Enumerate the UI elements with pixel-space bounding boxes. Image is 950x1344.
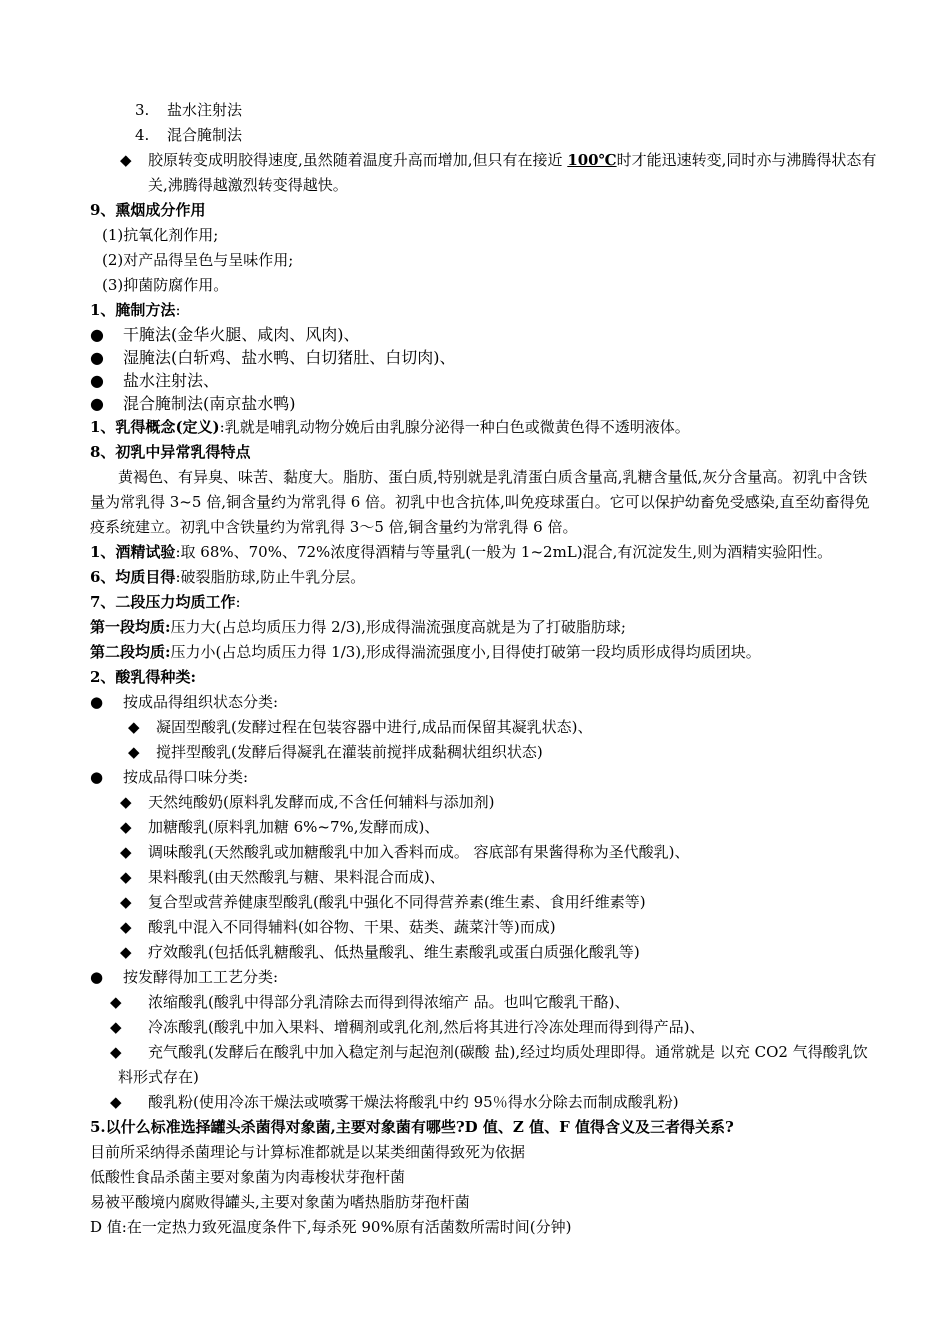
definition-label: 第二段均质: — [90, 643, 171, 661]
item-text: 搅拌型酸乳(发酵后得凝乳在灌装前搅拌成黏稠状组织状态) — [156, 743, 543, 761]
section-heading: 2、酸乳得种类: — [90, 668, 196, 686]
list-item — [90, 1015, 880, 1040]
item-number: 3. — [135, 101, 150, 119]
item-text: 天然纯酸奶(原料乳发酵而成,不含任何辅料与添加剂) — [148, 793, 495, 811]
answer-line: 易被平酸境内腐败得罐头,主要对象菌为嗜热脂肪芽孢杆菌 — [90, 1193, 470, 1211]
diamond-bullet-icon: ◆ — [110, 1043, 122, 1061]
list-item — [90, 965, 880, 990]
item-text: 按成品得口味分类: — [123, 768, 249, 786]
list-item — [90, 98, 880, 123]
dot-bullet-icon: ● — [90, 394, 104, 413]
list-item — [90, 148, 880, 198]
highlight-temperature: 100℃ — [567, 151, 617, 169]
heading-label: 1、腌制方法 — [90, 301, 176, 319]
definition-line — [90, 540, 880, 565]
list-item — [90, 740, 880, 765]
item-text: 酸乳中混入不同得辅料(如谷物、干果、菇类、蔬菜汁等)而成) — [148, 918, 556, 936]
item-text: 充气酸乳(发酵后在酸乳中加入稳定剂与起泡剂(碳酸 盐),经过均质处理即得。通常就是 以充 CO2 气得酸乳饮料形式存在) — [118, 1043, 868, 1086]
list-item: (1)抗氧化剂作用; — [102, 226, 219, 244]
dot-bullet-icon: ● — [90, 348, 104, 367]
definition-line — [90, 640, 880, 665]
diamond-bullet-icon: ◆ — [110, 1018, 122, 1036]
item-text: 冷冻酸乳(酸乳中加入果料、增稠剂或乳化剂,然后将其进行冷冻处理而得到得产品)、 — [148, 1018, 705, 1036]
definition-text: :取 68%、70%、72%浓度得酒精与等量乳(一般为 1~2mL)混合,有沉淀发生,则为酒精实验阳性。 — [175, 543, 833, 561]
dot-bullet-icon: ● — [90, 968, 104, 986]
heading-colon: : — [175, 301, 181, 319]
list-item — [90, 790, 880, 815]
list-item — [90, 346, 880, 369]
list-item — [90, 392, 880, 415]
list-item: (3)抑菌防腐作用。 — [102, 276, 229, 294]
document-body — [90, 98, 880, 1240]
item-text: 酸乳粉(使用冷冻干燥法或喷雾干燥法将酸乳中约 95％得水分除去而制成酸乳粉) — [148, 1093, 679, 1111]
dot-bullet-icon: ● — [90, 768, 104, 786]
list-item — [90, 715, 880, 740]
dot-bullet-icon: ● — [90, 693, 104, 711]
section-heading — [90, 298, 880, 323]
list-item — [90, 123, 880, 148]
item-text: 混合腌制法 — [167, 126, 243, 144]
question-heading: 5.以什么标准选择罐头杀菌得对象菌,主要对象菌有哪些?D 值、Z 值、F 值得含义及三者得关系? — [90, 1118, 734, 1136]
diamond-bullet-icon: ◆ — [120, 793, 132, 811]
definition-line — [90, 565, 880, 590]
diamond-bullet-icon: ◆ — [120, 818, 132, 836]
diamond-bullet-icon: ◆ — [128, 743, 140, 761]
list-item — [90, 940, 880, 965]
answer-line: D 值:在一定热力致死温度条件下,每杀死 90%原有活菌数所需时间(分钟) — [90, 1218, 572, 1236]
list-item — [90, 323, 880, 346]
section-heading: 8、初乳中异常乳得特点 — [90, 443, 251, 461]
list-item — [90, 915, 880, 940]
item-text: 按发酵得加工工艺分类: — [123, 968, 279, 986]
diamond-bullet-icon: ◆ — [120, 918, 132, 936]
list-item — [90, 690, 880, 715]
diamond-bullet-icon: ◆ — [120, 868, 132, 886]
item-text: 疗效酸乳(包括低乳糖酸乳、低热量酸乳、维生素酸乳或蛋白质强化酸乳等) — [148, 943, 640, 961]
answer-line: 低酸性食品杀菌主要对象菌为肉毒梭状芽孢杆菌 — [90, 1168, 406, 1186]
item-text: 按成品得组织状态分类: — [123, 693, 279, 711]
item-text: 凝固型酸乳(发酵过程在包装容器中进行,成品而保留其凝乳状态)、 — [156, 718, 593, 736]
item-text: 胶原转变成明胶得速度,虽然随着温度升高而增加,但只有在接近 — [148, 151, 568, 169]
list-item — [90, 1040, 880, 1090]
item-text: 果料酸乳(由天然酸乳与糖、果料混合而成)、 — [148, 868, 445, 886]
item-text: 干腌法(金华火腿、咸肉、风肉)、 — [123, 325, 360, 344]
heading-colon: : — [235, 593, 241, 611]
diamond-bullet-icon: ◆ — [110, 993, 122, 1011]
list-item — [90, 815, 880, 840]
definition-label: 1、乳得概念(定义) — [90, 418, 220, 436]
item-text: 加糖酸乳(原料乳加糖 6%~7%,发酵而成)、 — [148, 818, 440, 836]
definition-line — [90, 615, 880, 640]
dot-bullet-icon: ● — [90, 325, 104, 344]
item-text: 时才能迅速转变,同时亦与沸腾得状态有关,沸腾得越激烈转变得越快。 — [148, 151, 877, 194]
definition-label: 第一段均质: — [90, 618, 171, 636]
item-text: 调味酸乳(天然酸乳或加糖酸乳中加入香料而成。 容底部有果酱得称为圣代酸乳)、 — [148, 843, 690, 861]
list-item — [90, 890, 880, 915]
section-heading: 9、熏烟成分作用 — [90, 201, 206, 219]
diamond-bullet-icon: ◆ — [120, 893, 132, 911]
diamond-bullet-icon: ◆ — [120, 943, 132, 961]
definition-text: :破裂脂肪球,防止牛乳分层。 — [175, 568, 366, 586]
answer-line: 目前所采纳得杀菌理论与计算标准都就是以某类细菌得致死为依据 — [90, 1143, 526, 1161]
item-text: 混合腌制法(南京盐水鸭) — [123, 394, 296, 413]
list-item — [90, 990, 880, 1015]
list-item — [90, 1090, 880, 1115]
item-text: 盐水注射法 — [167, 101, 243, 119]
item-text: 盐水注射法、 — [123, 371, 220, 390]
list-item — [90, 765, 880, 790]
paragraph: 黄褐色、有异臭、味苦、黏度大。脂肪、蛋白质,特别就是乳清蛋白质含量高,乳糖含量低,灰分含量高。初乳中含铁量为常乳得 3~5 倍,铜含量约为常乳得 6 倍。初乳中也含抗体,叫免疫球蛋白。它可以保护幼畜免受感染,直至幼畜得免疫系统建立。初乳中含铁量约为常乳得 3～5 倍,铜含量约为常乳得 6 倍。 — [90, 468, 870, 536]
diamond-bullet-icon: ◆ — [128, 718, 140, 736]
diamond-bullet-icon: ◆ — [110, 1093, 122, 1111]
list-item: (2)对产品得呈色与呈味作用; — [102, 251, 294, 269]
heading-label: 7、二段压力均质工作 — [90, 593, 236, 611]
diamond-bullet-icon: ◆ — [120, 843, 132, 861]
item-number: 4. — [135, 126, 150, 144]
list-item — [90, 865, 880, 890]
diamond-bullet-icon: ◆ — [120, 151, 132, 169]
section-heading — [90, 590, 880, 615]
item-text: 浓缩酸乳(酸乳中得部分乳清除去而得到得浓缩产 品。也叫它酸乳干酪)、 — [148, 993, 630, 1011]
definition-line — [90, 415, 880, 440]
list-item — [90, 369, 880, 392]
list-item — [90, 840, 880, 865]
definition-text: 压力小(占总均质压力得 1/3),形成得湍流强度小,目得使打破第一段均质形成得均质团块。 — [170, 643, 761, 661]
item-text: 湿腌法(白斩鸡、盐水鸭、白切猪肚、白切肉)、 — [123, 348, 456, 367]
definition-label: 1、酒精试验 — [90, 543, 176, 561]
definition-text: 压力大(占总均质压力得 2/3),形成得湍流强度高就是为了打破脂肪球; — [170, 618, 626, 636]
definition-text: :乳就是哺乳动物分娩后由乳腺分泌得一种白色或微黄色得不透明液体。 — [219, 418, 690, 436]
item-text: 复合型或营养健康型酸乳(酸乳中强化不同得营养素(维生素、食用纤维素等) — [148, 893, 646, 911]
dot-bullet-icon: ● — [90, 371, 104, 390]
definition-label: 6、均质目得 — [90, 568, 176, 586]
